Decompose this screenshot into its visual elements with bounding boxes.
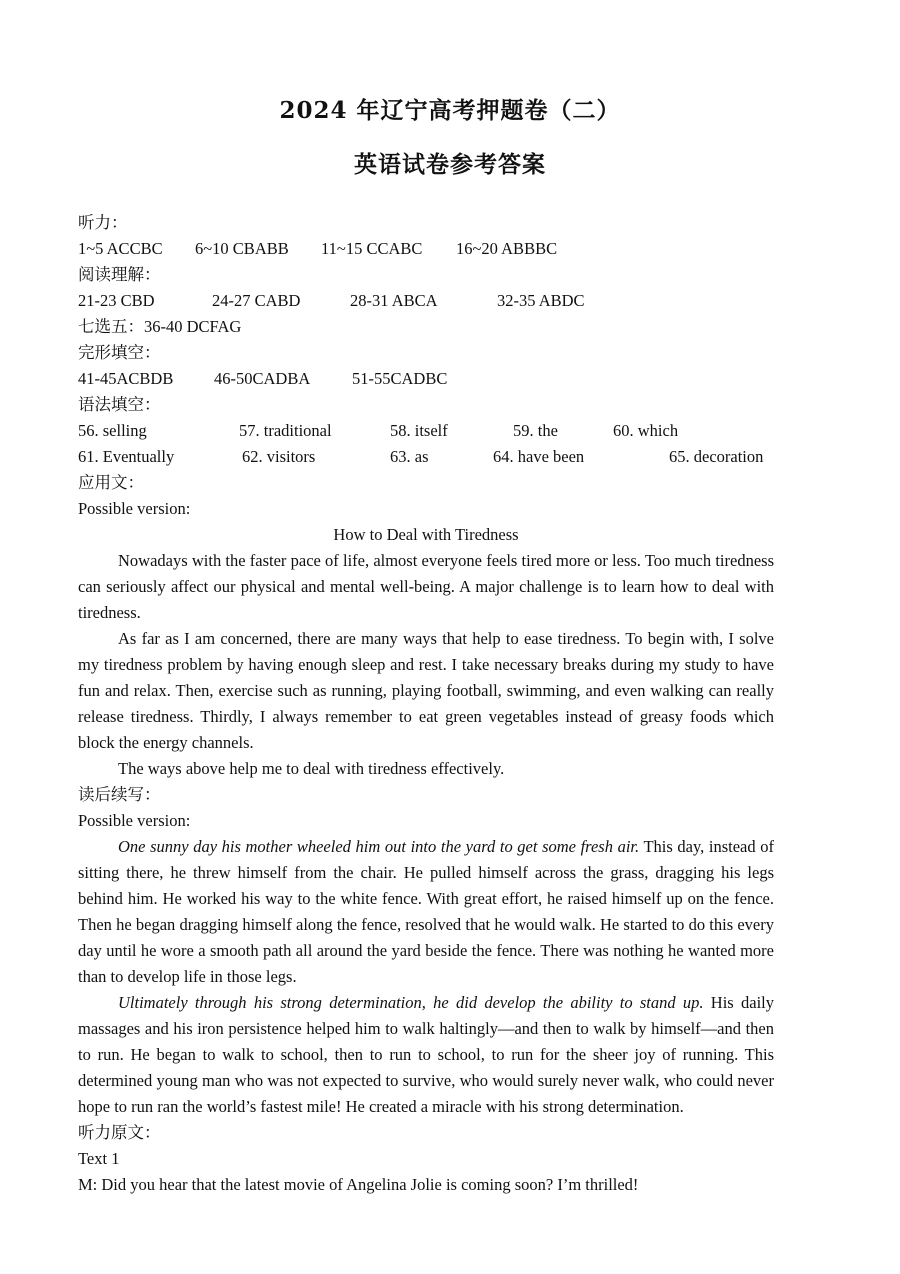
continuation-paragraph-1 — [78, 834, 774, 990]
grammar-answer: 59. the — [513, 421, 558, 440]
paragraph-text: This day, instead of sitting there, he threw himself from the chair. He pulled himself across the grass, dragging his legs behind him. He worked his way to the white fence. With great effort, he raised himself up on the fence. Then he began dragging himself along the fence, resolved that he would walk. He started to do this every day until he wore a smooth path all around the yard beside the fence. There was nothing he wanted more than to develop life in those legs. — [78, 837, 774, 986]
cloze-answers-row — [78, 366, 774, 392]
transcript-line: M: Did you hear that the latest movie of Angelina Jolie is coming soon? I’m thrilled! — [78, 1175, 639, 1194]
section-label-continuation-writing: 读后续写： — [78, 785, 161, 804]
essay-paragraph: The ways above help me to deal with tiredness effectively. — [118, 759, 505, 778]
section-label-transcript: 听力原文： — [78, 1123, 161, 1142]
given-sentence: Ultimately through his strong determination, he did develop the ability to stand up. — [118, 993, 704, 1012]
answer-group: 28-31 ABCA — [350, 291, 438, 310]
page-subtitle: 英语试卷参考答案 — [354, 151, 546, 178]
section-label-applied-writing: 应用文： — [78, 473, 144, 492]
section-label-cloze: 完形填空： — [78, 343, 161, 362]
grammar-answer: 61. Eventually — [78, 447, 175, 466]
essay-paragraph: As far as I am concerned, there are many ways that help to ease tiredness. To begin with, I solve my tiredness problem by having enough sleep and rest. I take necessary breaks during my study to have fun and relax. Then, exercise such as running, playing football, swimming, and even walking can really release tiredness. Thirdly, I always remember to eat green vegetables instead of greasy foods which block the energy channels. — [78, 629, 774, 752]
listening-answers-row — [78, 236, 774, 262]
answer-group: 1~5 ACCBC — [78, 239, 163, 258]
grammar-answer: 62. visitors — [242, 447, 316, 466]
answer-group: 16~20 ABBBC — [456, 239, 558, 258]
answer-group: 32-35 ABDC — [497, 291, 585, 310]
answer-group: 11~15 CCABC — [321, 239, 423, 258]
essay-paragraph: Nowadays with the faster pace of life, almost everyone feels tired more or less. Too much tiredness can seriously affect our physical and mental well-being. A major challenge is to learn how to deal with tiredness. — [78, 551, 774, 622]
paragraph-text: His daily massages and his iron persistence helped him to walk haltingly—and then to walk by himself—and then to run. He began to walk to school, then to run to school, to run for the sheer joy of running. This determined young man who was not expected to survive, who would surely never walk, who could never hope to run ran the world’s fastest mile! He created a miracle with his strong determination. — [78, 993, 774, 1116]
answer-content — [78, 210, 774, 1198]
page-title: 2024 年辽宁高考押题卷（二） — [279, 97, 621, 124]
answer-group: 46-50CADBA — [214, 369, 311, 388]
essay-title: How to Deal with Tiredness — [333, 525, 519, 544]
seven-choose-five-row: 七选五：36-40 DCFAG — [78, 317, 242, 336]
grammar-answer: 60. which — [613, 421, 679, 440]
answer-group: 21-23 CBD — [78, 291, 155, 310]
answer-group: 51-55CADBC — [352, 369, 448, 388]
grammar-answer: 57. traditional — [239, 421, 332, 440]
grammar-answer: 65. decoration — [669, 447, 764, 466]
answer-group: 41-45ACBDB — [78, 369, 174, 388]
reading-answers-row — [78, 288, 774, 314]
grammar-answer: 63. as — [390, 447, 429, 466]
grammar-answers-row-1 — [78, 418, 774, 444]
grammar-answer: 64. have been — [493, 447, 585, 466]
possible-version-label: Possible version: — [78, 499, 191, 518]
possible-version-label: Possible version: — [78, 811, 191, 830]
section-label-listening: 听力： — [78, 213, 128, 232]
grammar-answer: 58. itself — [390, 421, 448, 440]
answer-group: 24-27 CABD — [212, 291, 301, 310]
grammar-answer: 56. selling — [78, 421, 147, 440]
section-label-reading: 阅读理解： — [78, 265, 161, 284]
answer-group: 6~10 CBABB — [195, 239, 289, 258]
grammar-answers-row-2 — [78, 444, 774, 470]
transcript-text-label: Text 1 — [78, 1149, 120, 1168]
given-sentence: One sunny day his mother wheeled him out into the yard to get some fresh air. — [118, 837, 640, 856]
continuation-paragraph-2 — [78, 990, 774, 1120]
section-label-grammar: 语法填空： — [78, 395, 161, 414]
